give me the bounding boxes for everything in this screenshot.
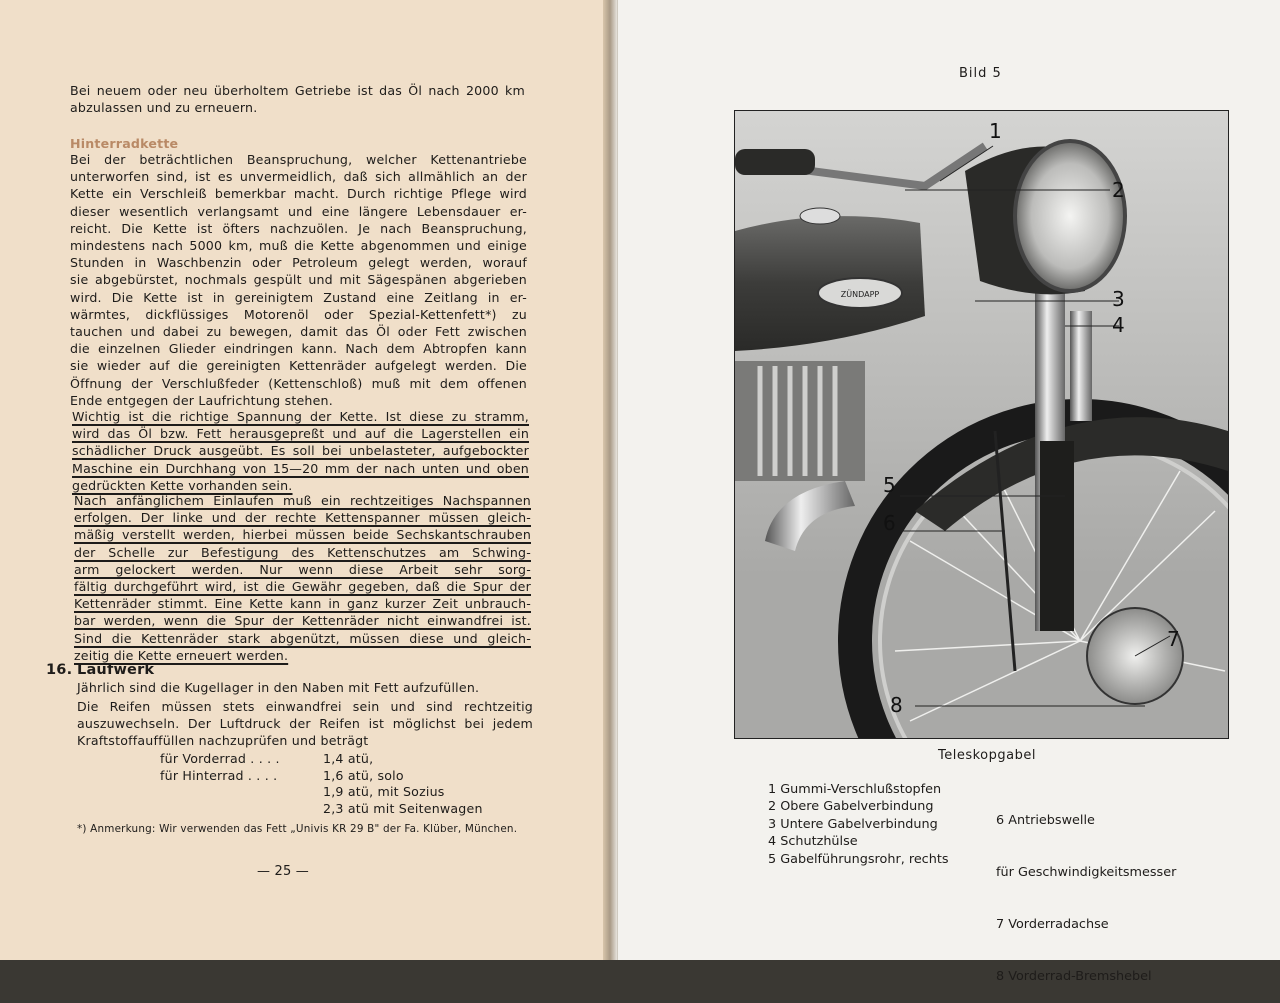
text-line: der Schelle zur Befestigung des Kettenschutzes am Schwing- [74,544,531,560]
legend-item: 5 Gabelführungsrohr, rechts [768,851,949,867]
legend-item: 3 Untere Gabelverbindung [768,816,938,832]
pressure-label: für Hinterrad . . . . [160,768,278,783]
text-line: Nach anfänglichem Einlaufen muß ein rechtzeitiges Nachspannen [74,493,531,508]
text-line: Kette ein Verschleiß bemerkbar macht. Durch richtige Pflege wird [70,186,527,202]
text-line: zeitig die Kette erneuert werden. [74,647,289,663]
text-line: tauchen und dabei zu bewegen, damit das Öl oder Fett zwischen [70,324,527,340]
text-line: Kettenräder stimmt. Eine Kette kann in ganz kurzer Zeit unbrauch- [74,596,531,612]
tension-paragraph [72,408,529,494]
legend-item: 6 Antriebswelle [996,812,1095,828]
pressure-value: 1,4 atü, [323,751,374,766]
text-line: gedrückten Kette vorhanden sein. [72,477,293,493]
text-line: arm gelockert werden. Nur wenn diese Arbeit sehr sorg- [74,561,531,577]
text-line: wird. Die Kette ist in gereinigtem Zustand eine Zeitlang in er- [70,289,527,305]
text-line: sie abgebürstet, nochmals gespült und mit Sägespänen abgerieben [70,272,527,288]
legend-left [768,781,949,868]
tank-brand: ZÜNDAPP [840,290,880,299]
legend-item: 2 Obere Gabelverbindung [768,799,934,815]
callout-3: 3 [1112,287,1125,311]
book-gutter [603,0,617,960]
fork-slider [1040,441,1074,631]
text-line: Wichtig ist die richtige Spannung der Kette. Ist diese zu stramm, [72,409,529,424]
text-line: wird das Öl bzw. Fett herausgepreßt und auf die Lagerstellen ein [72,426,529,442]
legend-item: 4 Schutzhülse [768,834,858,850]
intro-paragraph [70,82,525,116]
chain-heading: Hinterradkette [70,136,179,151]
text-line: erfolgen. Der linke und der rechte Kettenspanner müssen gleich- [74,510,531,526]
text-line: fältig durchgeführt wird, ist die Gewähr gegeben, daß die Spur der [74,579,531,595]
wheel-paragraph-1: Jährlich sind die Kugellager in den Naben mit Fett aufzufüllen. [77,680,480,695]
fork-cover [1070,311,1092,421]
text-line: unterworfen sind, ist es unvermeidlich, daß sich allmählich an der [70,169,527,185]
callout-1: 1 [989,119,1002,143]
section-number: 16. [46,662,73,678]
text-line: Kraftstoffauffüllen nachzuprüfen und beträgt [77,733,369,749]
text-line: Bei der beträchtlichen Beanspruchung, welcher Kettenantriebe [70,152,527,167]
figure-caption: Teleskopgabel [938,748,1036,763]
text-line: mäßig verstellt werden, hierbei müssen beide Sechskantschrauben [74,527,531,543]
section-title: Laufwerk [77,662,155,678]
pressure-label: für Vorderrad . . . . [160,751,280,766]
legend-right [996,777,1176,1003]
pressure-value: 1,6 atü, solo [323,768,404,783]
text-line: bar werden, wenn die Spur der Kettenräder nicht einwandfrei ist. [74,613,531,629]
text-line: die einzelnen Glieder eindringen kann. Nach dem Abtropfen kann [70,341,527,357]
pressure-value: 2,3 atü mit Seitenwagen [323,801,483,816]
callout-5: 5 [883,473,896,497]
footnote: *) Anmerkung: Wir verwenden das Fett „Univis KR 29 B" der Fa. Klüber, München. [77,823,518,835]
text-line: Bei neuem oder neu überholtem Getriebe ist das Öl nach 2000 km [70,83,525,98]
telescopic-fork-illustration [735,111,1228,738]
legend-item: 7 Vorderradachse [996,917,1109,933]
text-line: sie wieder auf die gereinigten Kettenräder aufgelegt werden. Die [70,358,527,374]
text-line: schädlicher Druck ausgeübt. Es soll bei unbelasteter, aufgebockter [72,443,529,459]
text-line: Ende entgegen der Laufrichtung stehen. [70,392,333,408]
callout-4: 4 [1112,313,1125,337]
chain-paragraph [70,151,527,409]
motorcycle-photo [734,110,1229,739]
text-line: reicht. Die Kette ist öfters nachzuölen. Je nach Beanspruchung, [70,220,527,236]
adjust-paragraph [74,492,531,664]
text-line: mindestens nach 5000 km, muß die Kette abgenommen und einige [70,238,527,254]
text-line: auszuwechseln. Der Luftdruck der Reifen ist möglichst bei jedem [77,716,533,732]
pressure-value: 1,9 atü, mit Sozius [323,784,445,799]
callout-7: 7 [1167,627,1180,651]
legend-item: für Geschwindigkeitsmesser [996,865,1177,881]
text-line: Stunden in Waschbenzin oder Petroleum gelegt werden, worauf [70,255,527,271]
text-line: wärmtes, dickflüssiges Motorenöl oder Spezial-Kettenfett*) zu [70,306,527,322]
legend-item: 1 Gummi-Verschlußstopfen [768,782,942,797]
text-line: Die Reifen müssen stets einwandfrei sein und sind rechtzeitig [77,699,533,714]
figure-label: Bild 5 [959,66,1002,81]
headlight [965,141,1125,294]
callout-8: 8 [890,693,903,717]
wheel-paragraph-2 [77,698,533,750]
callout-6: 6 [883,511,896,535]
callout-2: 2 [1112,178,1125,202]
text-line: abzulassen und zu erneuern. [70,100,258,116]
text-line: Sind die Kettenräder stark abgenützt, müssen diese und gleich- [74,630,531,646]
text-line: dieser wesentlich verlangsamt und eine längere Lebensdauer er- [70,203,527,219]
text-line: Maschine ein Durchhang von 15—20 mm der nach unten und oben [72,460,529,476]
page-number: — 25 — [257,864,310,879]
legend-item: 8 Vorderrad-Bremshebel [996,969,1152,985]
text-line: Öffnung der Verschlußfeder (Kettenschloß) muß mit dem offenen [70,375,527,391]
filler-cap [800,208,840,224]
